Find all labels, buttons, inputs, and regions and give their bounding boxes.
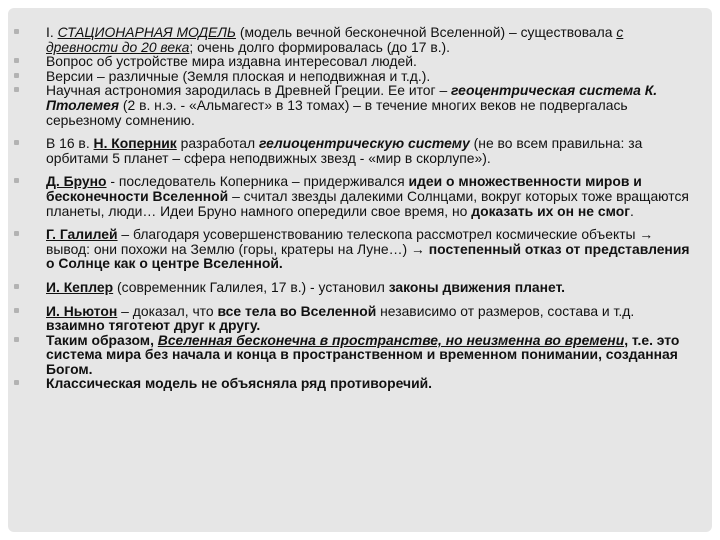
text-run: все тела во Вселенной — [217, 302, 377, 319]
text-run: гелиоцентрическую систему — [259, 135, 470, 152]
bullet-marker-icon — [14, 284, 19, 289]
slide-content-panel — [8, 8, 712, 532]
bullet-marker-icon — [14, 140, 19, 145]
text-run: Н. Коперник — [93, 135, 177, 152]
text-run: (современник Галилея, 17 в.) - установил — [113, 278, 389, 295]
text-run: взаимно тяготеют друг к другу. — [46, 317, 261, 334]
text-run: (2 в. н.э. - «Альмагест» в 13 томах) – в течение многих веков не подвергалась серьезному сомнению. — [46, 96, 628, 128]
text-run: – доказал, что — [117, 302, 218, 319]
text-run: . — [629, 202, 634, 219]
bullet-marker-icon — [14, 87, 19, 92]
list-item — [16, 54, 696, 69]
text-run: идеи о множественности миров и бесконечности Вселенной — [46, 173, 642, 204]
text-run: ; очень долго формировалась (до 17 в.). — [189, 38, 451, 55]
list-item — [16, 280, 696, 295]
text-run: Вопрос об устройстве мира издавна интересовал людей. — [46, 53, 417, 70]
bullet-list — [16, 25, 696, 391]
bullet-marker-icon — [14, 29, 19, 34]
bullet-marker-icon — [14, 337, 19, 342]
text-run: Научная астрономия зародилась в Древней Греции. Ее итог – — [46, 82, 452, 99]
text-run: Вселенная бесконечна в пространстве, но неизменна во времени — [157, 331, 625, 348]
text-run: законы движения планет. — [388, 278, 566, 295]
bullet-marker-icon — [14, 231, 19, 236]
text-run: независимо от размеров, состава и т.д. — [376, 302, 635, 319]
list-item — [16, 304, 696, 333]
text-run: , т.е. это система мира без начала и конца в пространственном и временном понимании, созданная Богом. — [46, 331, 680, 377]
text-run: В 16 в. — [46, 135, 94, 152]
list-item — [16, 333, 696, 377]
bullet-marker-icon — [14, 380, 19, 385]
bullet-marker-icon — [14, 73, 19, 78]
text-run: разработал — [176, 135, 259, 152]
text-run: геоцентрическая система К. Птолемея — [46, 82, 658, 113]
list-item — [16, 83, 696, 127]
list-item — [16, 376, 696, 391]
bullet-marker-icon — [14, 178, 19, 183]
text-run: – считал звезды далекими Солнцами, вокруг которых тоже вращаются планеты, люди… Идеи Бруно намного опередили свое время, но — [46, 187, 689, 219]
text-run: Г. Галилей — [46, 226, 118, 243]
text-run: постепенный отказ от представления о Солнце как о центре Вселенной. — [46, 240, 690, 272]
text-run: – благодаря усовершенствованию телескопа рассмотрел космические объекты → вывод: они похожи на Землю (горы, кратеры на Луне…) → — [46, 226, 654, 257]
text-run: И. Ньютон — [46, 302, 118, 319]
text-run: доказать их он не смог — [471, 202, 630, 219]
text-run: Д. Бруно — [46, 173, 107, 190]
text-run: Версии – различные (Земля плоская и неподвижная и т.д.). — [46, 67, 431, 84]
list-item — [16, 136, 696, 165]
list-item — [16, 174, 696, 218]
bullet-marker-icon — [14, 58, 19, 63]
text-run: СТАЦИОНАРНАЯ МОДЕЛЬ — [57, 24, 236, 40]
text-run: - последователь Коперника – придерживался — [106, 173, 409, 190]
list-item — [16, 25, 696, 54]
list-item — [16, 69, 696, 84]
text-run: I. — [46, 24, 58, 40]
list-item — [16, 227, 696, 271]
text-run: И. Кеплер — [46, 278, 114, 295]
bullet-marker-icon — [14, 308, 19, 313]
text-run: (модель вечной бесконечной Вселенной) – существовала — [235, 24, 617, 40]
text-run: с древности до 20 века — [46, 24, 624, 55]
text-run: Классическая модель не объясняла ряд противоречий. — [46, 375, 433, 392]
text-run: Таким образом, — [46, 331, 158, 348]
text-run: (не во всем правильна: за орбитами 5 планет – сфера неподвижных звезд - «мир в скорлупе»). — [46, 135, 643, 166]
